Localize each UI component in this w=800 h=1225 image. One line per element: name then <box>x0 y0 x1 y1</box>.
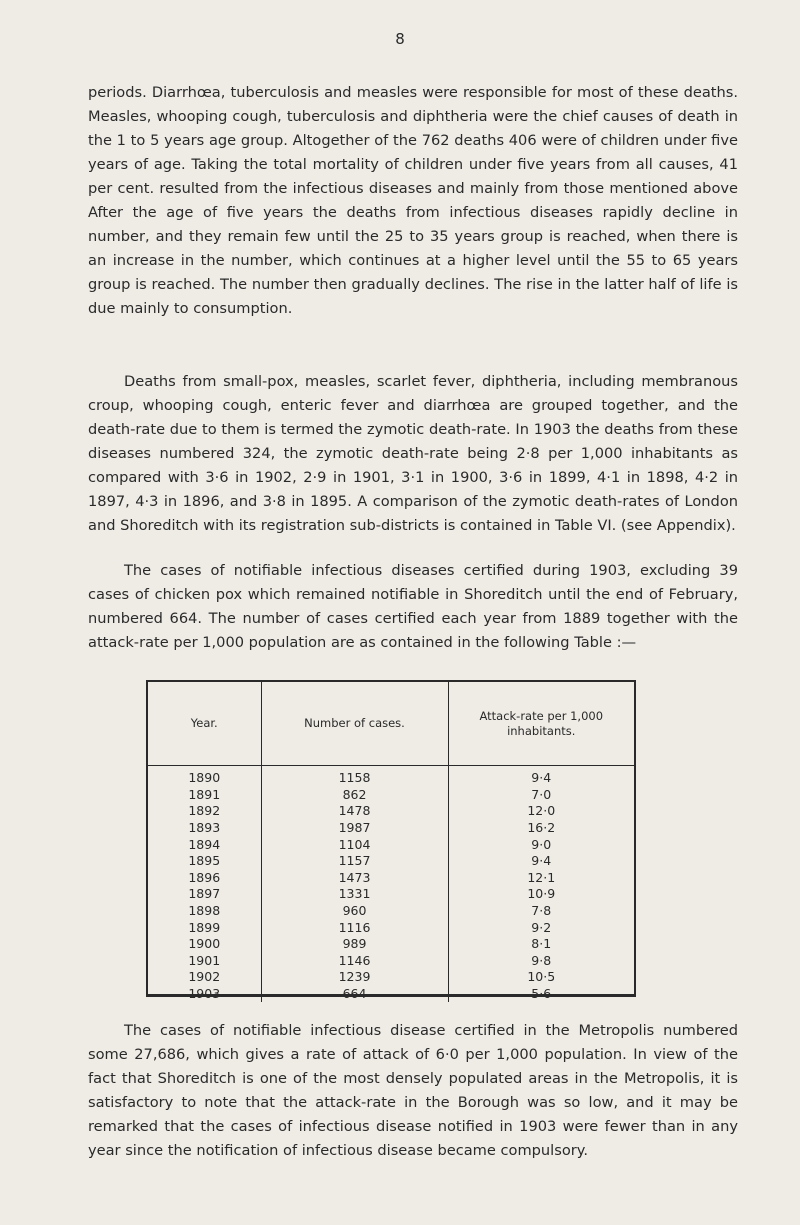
column-header-attack-rate: Attack-rate per 1,000 inhabitants. <box>448 682 634 766</box>
table-row <box>148 886 634 903</box>
cell-year: 1902 <box>188 969 221 985</box>
table-row <box>148 903 634 920</box>
cell-cases: 1158 <box>261 766 448 787</box>
table-row <box>148 986 634 1003</box>
cell-year: 1903 <box>188 986 221 1002</box>
cell-attack-rate: 10·9 <box>448 886 634 903</box>
cell-attack-rate: 9·0 <box>448 836 634 853</box>
cell-attack-rate: 16·2 <box>448 820 634 837</box>
table-row <box>148 870 634 887</box>
cell-year: 1900 <box>188 936 221 952</box>
page-number: 8 <box>395 30 405 48</box>
cell-attack-rate: 9·4 <box>448 853 634 870</box>
paragraph-zymotic-death-rate: Deaths from small-pox, measles, scarlet fever, diphtheria, including membranous croup, whooping cough, enteric fever and diarrhœa are grouped together, and the death-rate due to them is termed the zymotic death-rate. In 1903 the deaths from these diseases numbered 324, the zymotic death-rate being 2·8 per 1,000 inhabitants as compared with 3·6 in 1902, 2·9 in 1901, 3·1 in 1900, 3·6 in 1899, 4·1 in 1898, 4·2 in 1897, 4·3 in 1896, and 3·8 in 1895. A comparison of the zymotic death-rates of London and Shoreditch with its registration sub-districts is contained in Table VI. (see Appendix). <box>88 373 738 534</box>
cell-attack-rate: 8·1 <box>448 936 634 953</box>
cell-attack-rate: 10·5 <box>448 969 634 986</box>
cell-attack-rate: 9·4 <box>448 766 634 787</box>
table-header-row <box>148 682 634 766</box>
cell-attack-rate: 9·8 <box>448 953 634 970</box>
cell-year: 1896 <box>188 869 221 885</box>
cell-cases: 862 <box>261 787 448 804</box>
cell-year: 1891 <box>188 786 221 802</box>
table-row <box>148 919 634 936</box>
table-row <box>148 766 634 787</box>
cell-attack-rate: 5·6 <box>448 986 634 1003</box>
cell-cases: 1104 <box>261 836 448 853</box>
paragraph-metropolis-comparison: The cases of notifiable infectious disease certified in the Metropolis numbered some 27,686, which gives a rate of attack of 6·0 per 1,000 population. In view of the fact that Shoreditch is one of the most densely populated areas in the Metropolis, it is satisfactory to note that the attack-rate in the Borough was so low, and it may be remarked that the cases of infectious disease notified in 1903 were fewer than in any year since the notification of infectious disease became compulsory. <box>88 1022 738 1159</box>
column-header-cases: Number of cases. <box>261 682 448 766</box>
table-row <box>148 836 634 853</box>
table-row <box>148 936 634 953</box>
cell-year: 1890 <box>188 770 221 786</box>
cell-cases: 1116 <box>261 919 448 936</box>
table-row <box>148 803 634 820</box>
cell-cases: 1987 <box>261 820 448 837</box>
cell-cases: 664 <box>261 986 448 1003</box>
attack-rate-table-grid <box>148 682 634 1002</box>
table-row <box>148 820 634 837</box>
cell-year: 1892 <box>188 803 221 819</box>
cell-cases: 1157 <box>261 853 448 870</box>
cell-year: 1898 <box>188 903 221 919</box>
paragraph-notifiable-cases: The cases of notifiable infectious diseases certified during 1903, excluding 39 cases of chicken pox which remained notifiable in Shoreditch until the end of February, numbered 664. The number of cases certified each year from 1889 together with the attack-rate per 1,000 population are as contained in the following Table :— <box>88 562 738 651</box>
paragraph-mortality-age-groups: periods. Diarrhœa, tuberculosis and measles were responsible for most of these deaths. Measles, whooping cough, tuberculosis and diphtheria were the chief causes of death in the 1 to 5 years age group. Altogether of the 762 deaths 406 were of children under five years of age. Taking the total mortality of children under five years from all causes, 41 per cent. resulted from the infectious diseases and mainly from those mentioned above After the age of five years the deaths from infectious diseases rapidly decline in number, and they remain few until the 25 to 35 years group is reached, when there is an increase in the number, which continues at a higher level until the 55 to 65 years group is reached. The number then gradually declines. The rise in the latter half of life is due mainly to consumption. <box>88 84 738 317</box>
column-header-year: Year. <box>148 682 261 766</box>
cell-cases: 1473 <box>261 870 448 887</box>
cell-cases: 960 <box>261 903 448 920</box>
cell-year: 1897 <box>188 886 221 902</box>
table-row <box>148 969 634 986</box>
cell-attack-rate: 12·1 <box>448 870 634 887</box>
cell-attack-rate: 7·8 <box>448 903 634 920</box>
table-row <box>148 953 634 970</box>
cell-year: 1899 <box>188 919 221 935</box>
cell-year: 1893 <box>188 820 221 836</box>
table-row <box>148 853 634 870</box>
cell-cases: 989 <box>261 936 448 953</box>
cell-year: 1895 <box>188 853 221 869</box>
attack-rate-table <box>146 680 636 1002</box>
cell-attack-rate: 9·2 <box>448 919 634 936</box>
cell-cases: 1239 <box>261 969 448 986</box>
cell-year: 1894 <box>188 836 221 852</box>
cell-cases: 1478 <box>261 803 448 820</box>
cell-attack-rate: 12·0 <box>448 803 634 820</box>
cell-cases: 1146 <box>261 953 448 970</box>
cell-attack-rate: 7·0 <box>448 787 634 804</box>
table-row <box>148 787 634 804</box>
cell-year: 1901 <box>188 952 221 968</box>
cell-cases: 1331 <box>261 886 448 903</box>
